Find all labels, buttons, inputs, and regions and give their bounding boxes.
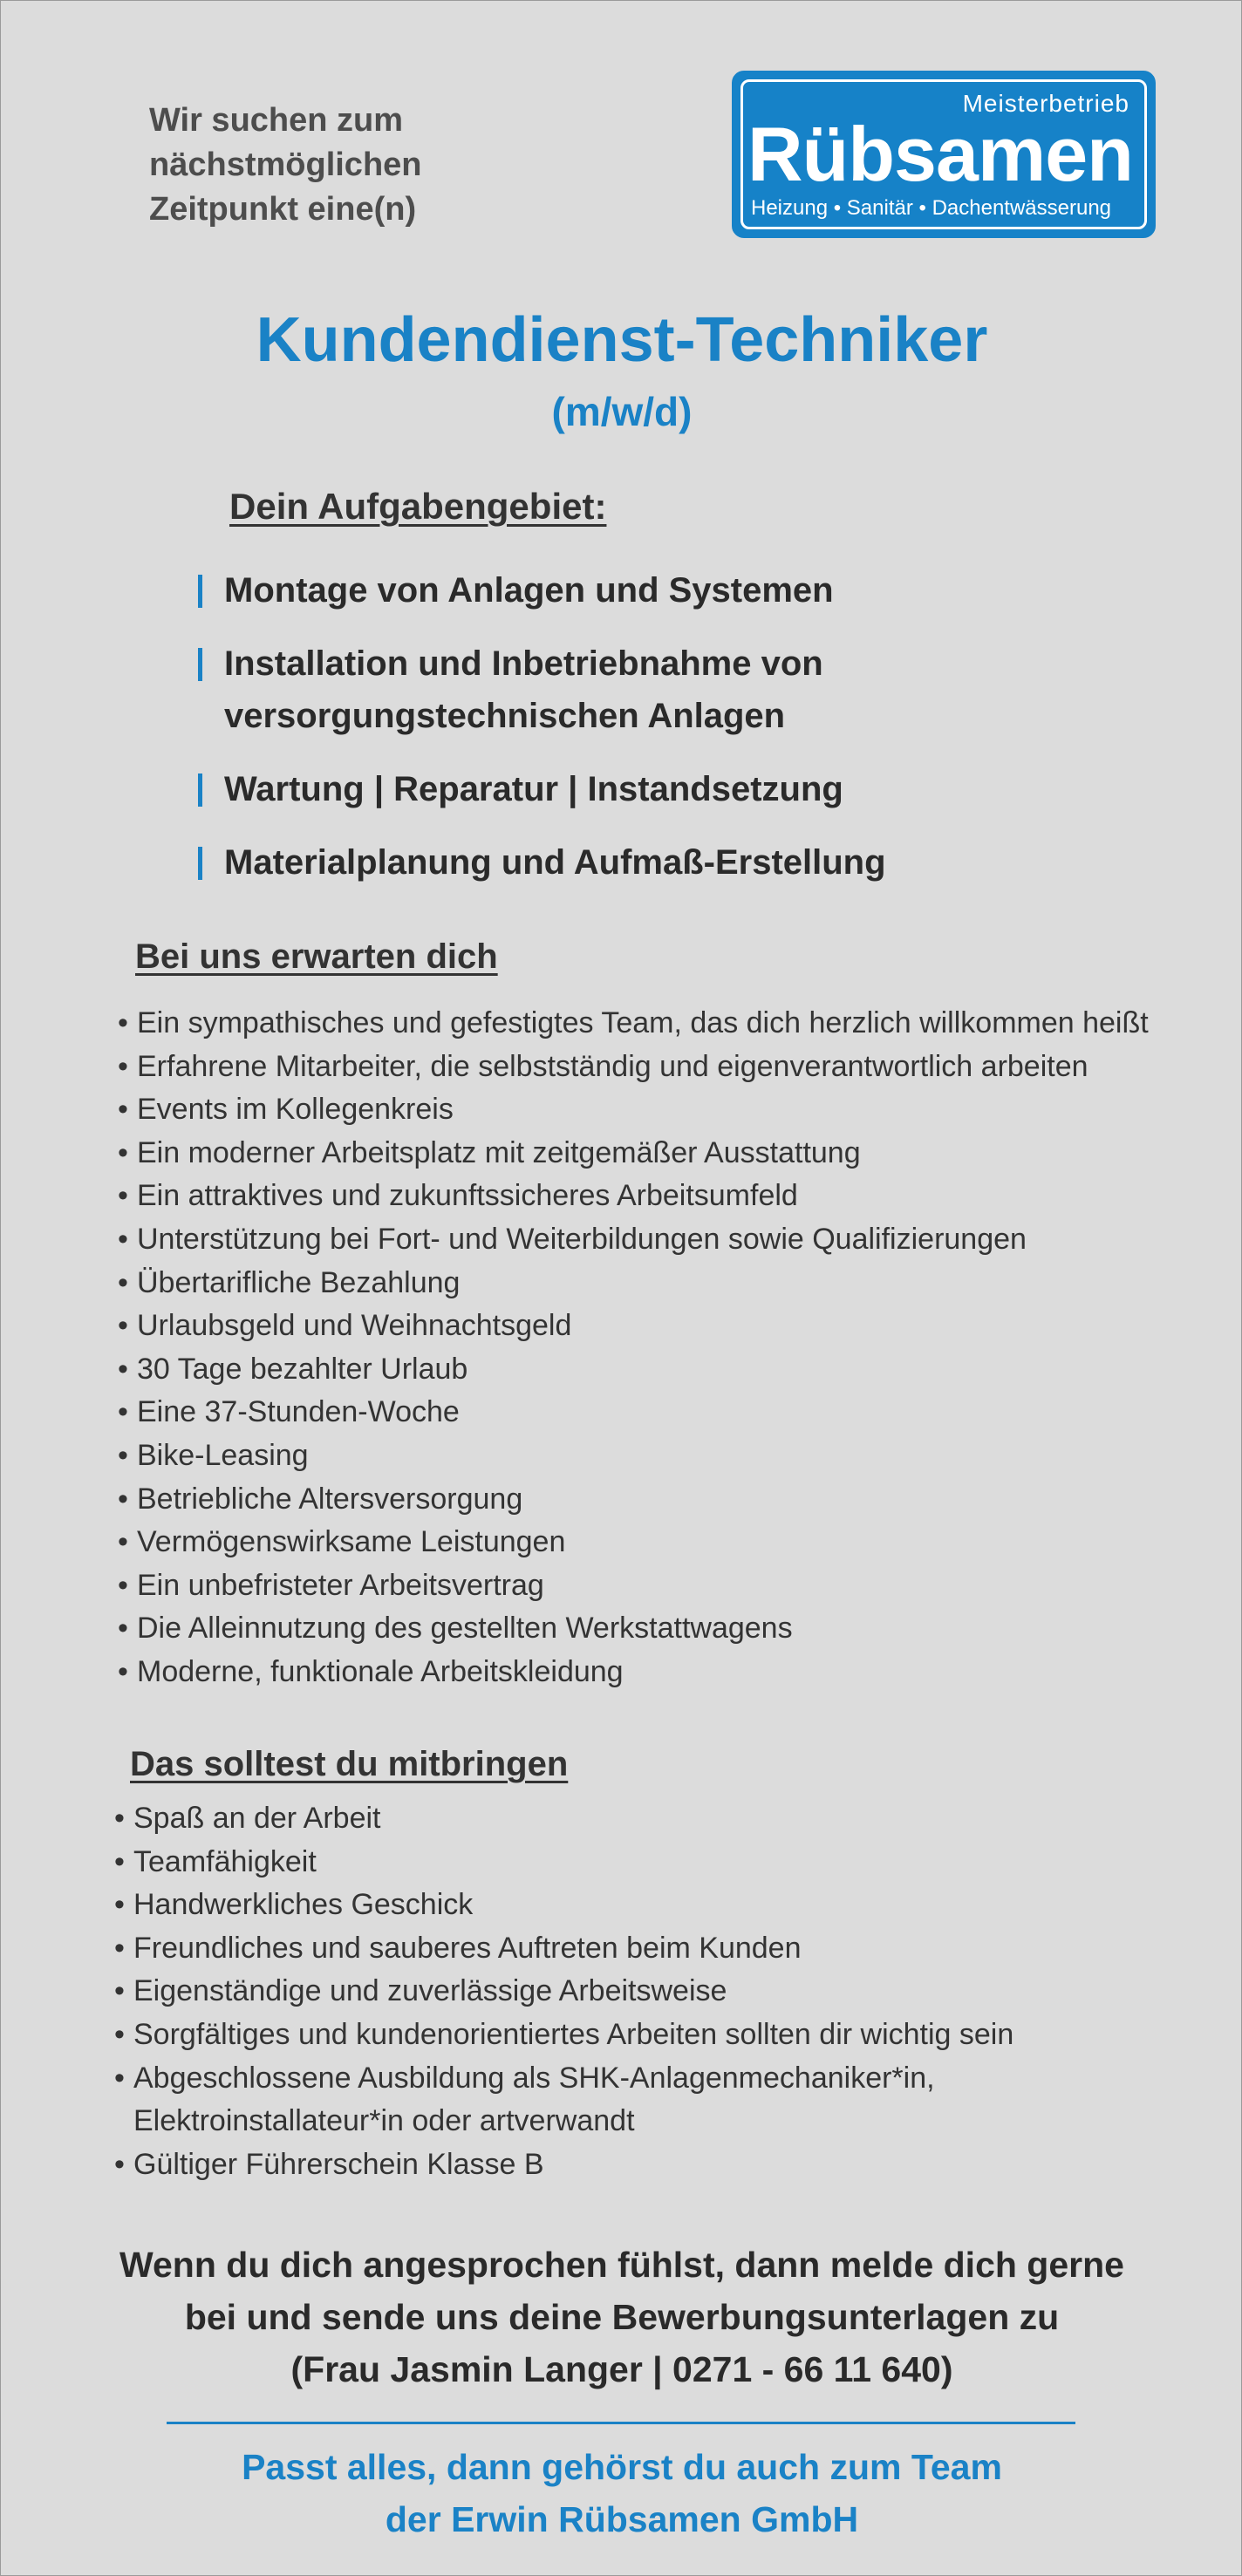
task-bar xyxy=(198,847,202,880)
task-text: Installation und Inbetriebnahme von xyxy=(224,644,823,683)
job-gender-note: (m/w/d) xyxy=(551,389,693,434)
footer-slogan xyxy=(1,2441,1242,2545)
task-text: Montage von Anlagen und Systemen xyxy=(224,571,834,610)
requirement-item: • Sorgfältiges und kundenorientiertes Arbeiten sollten dir wichtig sein xyxy=(114,2014,1013,2057)
job-title: Kundendienst-Techniker xyxy=(256,305,988,375)
logo-services: Heizung • Sanitär • Dachentwässerung xyxy=(751,196,1112,220)
benefit-item: • Übertarifliche Bezahlung xyxy=(118,1262,1149,1305)
benefit-item: • Ein moderner Arbeitsplatz mit zeitgemäßer Ausstattung xyxy=(118,1132,1149,1176)
task-item xyxy=(198,637,886,742)
requirement-item: • Gültiger Führerschein Klasse B xyxy=(114,2143,1013,2187)
intro-text xyxy=(149,99,422,232)
intro-line: Zeitpunkt eine(n) xyxy=(149,191,417,228)
task-item xyxy=(198,836,886,889)
benefits-heading: Bei uns erwarten dich xyxy=(135,937,498,976)
benefit-item: • Moderne, funktionale Arbeitskleidung xyxy=(118,1651,1149,1694)
benefit-item: • 30 Tage bezahlter Urlaub xyxy=(118,1348,1149,1392)
benefit-item: • Ein unbefristeter Arbeitsvertrag xyxy=(118,1564,1149,1608)
requirement-item: • Freundliches und sauberes Auftreten beim Kunden xyxy=(114,1927,1013,1971)
benefit-item: • Die Alleinnutzung des gestellten Werkstattwagens xyxy=(118,1607,1149,1651)
intro-line: nächstmöglichen xyxy=(149,147,422,183)
task-item xyxy=(198,564,886,617)
task-bar xyxy=(198,575,202,608)
contact-line: (Frau Jasmin Langer | 0271 - 66 11 640) xyxy=(290,2349,953,2389)
task-item xyxy=(198,763,886,815)
requirement-item xyxy=(114,2057,1013,2143)
requirement-text: Elektroinstallateur*in oder artverwandt xyxy=(133,2104,635,2138)
footer-line: Passt alles, dann gehörst du auch zum Team xyxy=(242,2447,1002,2487)
cta-line: bei und sende uns deine Bewerbungsunterlagen zu xyxy=(184,2297,1060,2337)
benefits-list xyxy=(118,1002,1149,1694)
cta-line: Wenn du dich angesprochen fühlst, dann melde dich gerne xyxy=(119,2245,1124,2285)
logo-name: Rübsamen xyxy=(747,111,1133,197)
requirement-item: • Teamfähigkeit xyxy=(114,1841,1013,1884)
task-bar xyxy=(198,773,202,807)
benefit-item: • Unterstützung bei Fort- und Weiterbildungen sowie Qualifizierungen xyxy=(118,1218,1149,1262)
task-text: Wartung | Reparatur | Instandsetzung xyxy=(224,770,843,808)
benefit-item: • Bike-Leasing xyxy=(118,1435,1149,1478)
requirement-item: • Eigenständige und zuverlässige Arbeitsweise xyxy=(114,1970,1013,2014)
requirements-heading: Das solltest du mitbringen xyxy=(130,1745,569,1783)
benefit-item: • Vermögenswirksame Leistungen xyxy=(118,1521,1149,1564)
logo-tagline: Meisterbetrieb xyxy=(962,90,1129,117)
task-bar xyxy=(198,648,202,681)
company-logo xyxy=(732,71,1156,238)
benefit-item: • Erfahrene Mitarbeiter, die selbstständig und eigenverantwortlich arbeiten xyxy=(118,1046,1149,1089)
task-text: Materialplanung und Aufmaß-Erstellung xyxy=(224,843,886,882)
tasks-heading: Dein Aufgabengebiet: xyxy=(229,486,607,527)
requirements-list xyxy=(114,1797,1013,2186)
tasks-list xyxy=(198,564,886,910)
requirement-item: • Spaß an der Arbeit xyxy=(114,1797,1013,1841)
benefit-item: • Ein attraktives und zukunftssicheres Arbeitsumfeld xyxy=(118,1175,1149,1218)
benefit-item: • Betriebliche Altersversorgung xyxy=(118,1478,1149,1522)
task-text: versorgungstechnischen Anlagen xyxy=(224,697,786,735)
intro-line: Wir suchen zum xyxy=(149,102,404,139)
call-to-action xyxy=(1,2239,1242,2395)
benefit-item: • Ein sympathisches und gefestigtes Team, das dich herzlich willkommen heißt xyxy=(118,1002,1149,1046)
requirement-text: Abgeschlossene Ausbildung als SHK-Anlagenmechaniker*in, xyxy=(133,2061,935,2095)
footer-line: der Erwin Rübsamen GmbH xyxy=(385,2499,859,2539)
benefit-item: • Events im Kollegenkreis xyxy=(118,1088,1149,1132)
footer-divider xyxy=(167,2422,1075,2424)
benefit-item: • Urlaubsgeld und Weihnachtsgeld xyxy=(118,1305,1149,1348)
requirement-item: • Handwerkliches Geschick xyxy=(114,1884,1013,1927)
benefit-item: • Eine 37-Stunden-Woche xyxy=(118,1391,1149,1435)
